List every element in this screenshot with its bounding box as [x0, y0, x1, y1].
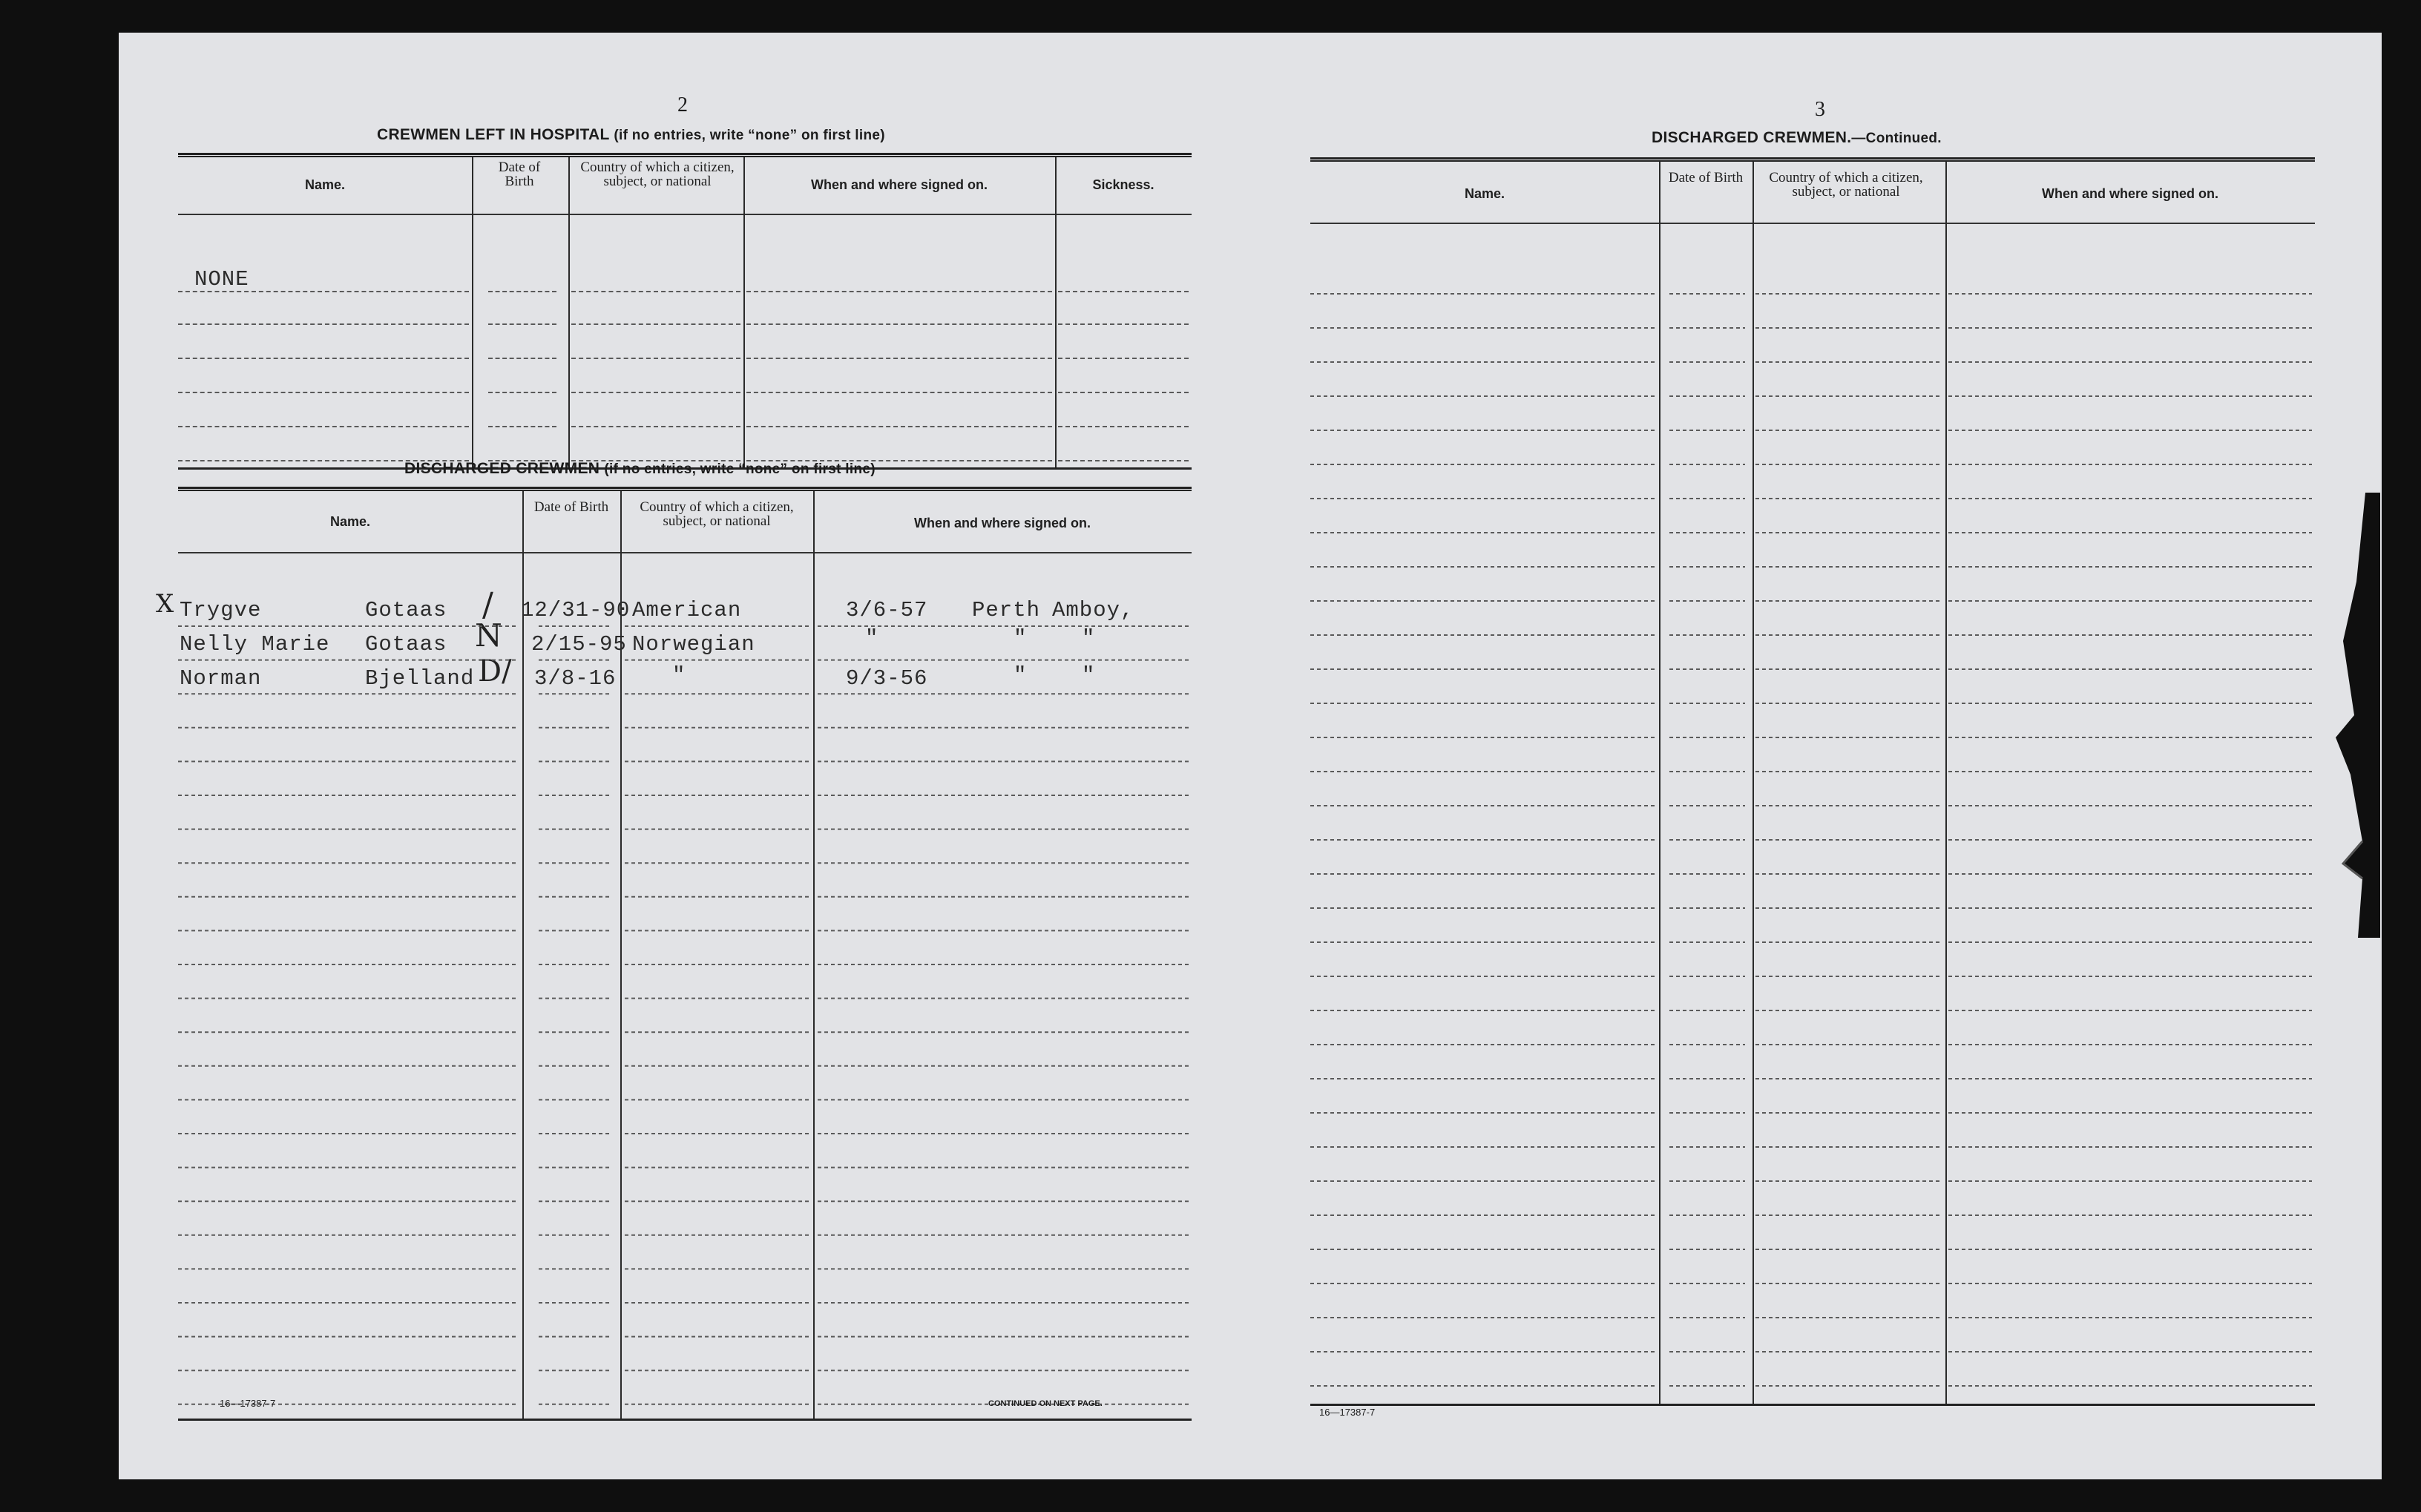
hospital-title-note: (if no entries, write “none” on first line): [614, 128, 885, 143]
row-mark: X: [156, 589, 174, 619]
ruled-lines: [1310, 157, 2315, 1419]
date-of-birth: 2/15-95: [531, 632, 627, 657]
crewman-first-name: Norman: [180, 666, 262, 691]
crewman-last-name: Gotaas: [365, 598, 447, 622]
hospital-entry: NONE: [194, 267, 249, 292]
signed-date: 3/6-57: [846, 598, 928, 622]
check-mark: /: [482, 586, 493, 624]
discharged-continued-table: [1310, 157, 2315, 1419]
country: American: [632, 598, 742, 622]
header-signed-on: When and where signed on.: [2041, 186, 2219, 201]
check-mark: D/: [478, 654, 512, 688]
signed-place: ": [1014, 663, 1028, 688]
signed-place: Perth: [972, 598, 1041, 622]
crewman-last-name: Gotaas: [365, 632, 447, 657]
header-signed-on: When and where signed on.: [913, 516, 1091, 530]
signed-date: ": [865, 626, 879, 651]
page-number: 2: [677, 93, 688, 116]
date-of-birth: 12/31-90: [521, 598, 631, 622]
header-sickness: Sickness.: [1092, 177, 1154, 192]
page-2: [119, 33, 1232, 1479]
ruled-lines: [178, 487, 1192, 1421]
check-mark: N: [475, 617, 502, 654]
page3-title-text: DISCHARGED CREWMEN.: [1652, 129, 1852, 146]
signed-place: ": [1014, 626, 1028, 651]
document-scan: [119, 33, 2382, 1479]
header-date-of-birth: Date of Birth: [498, 160, 541, 189]
hospital-title-text: CREWMEN LEFT IN HOSPITAL: [377, 126, 610, 143]
page3-title-note: —Continued.: [1851, 131, 1942, 146]
header-name: Name.: [1464, 186, 1505, 201]
hospital-section-title: [377, 126, 885, 144]
header-date-of-birth: Date of Birth: [1668, 170, 1744, 185]
signed-place-2: ": [1082, 663, 1096, 688]
signed-place-2: ": [1082, 626, 1096, 651]
header-country: Country of which a citizen, subject, or national: [1769, 170, 1923, 200]
discharged-title-note: (if no entries, write “none” on first line): [604, 461, 876, 477]
page3-section-title: [1652, 129, 1942, 147]
crewman-last-name: Bjelland: [365, 666, 475, 691]
signed-date: 9/3-56: [846, 666, 928, 691]
signed-place-2: Amboy,: [1052, 598, 1134, 622]
page-number: 3: [1815, 98, 1825, 121]
country: Norwegian: [632, 632, 755, 657]
discharged-section-title: [404, 460, 876, 478]
torn-edge: [2291, 493, 2380, 938]
country: ": [672, 663, 686, 688]
header-signed-on: When and where signed on.: [810, 177, 988, 192]
header-name: Name.: [329, 514, 371, 529]
hospital-table: [178, 153, 1192, 472]
page-3: [1246, 33, 2382, 1479]
date-of-birth: 3/8-16: [534, 666, 617, 691]
header-country: Country of which a citizen, subject, or national: [640, 499, 794, 529]
form-number: 16—17387-7: [1319, 1407, 1376, 1418]
discharged-title-text: DISCHARGED CREWMEN: [404, 460, 600, 477]
continued-note: CONTINUED ON NEXT PAGE.: [988, 1399, 1103, 1408]
header-country: Country of which a citizen, subject, or national: [580, 160, 735, 189]
discharged-table: [156, 487, 1192, 1421]
header-name: Name.: [304, 177, 346, 192]
crewman-first-name: Nelly Marie: [180, 632, 330, 657]
crewman-first-name: Trygve: [180, 598, 262, 622]
form-number: 16—17387-7: [220, 1398, 276, 1409]
header-date-of-birth: Date of Birth: [533, 499, 609, 515]
